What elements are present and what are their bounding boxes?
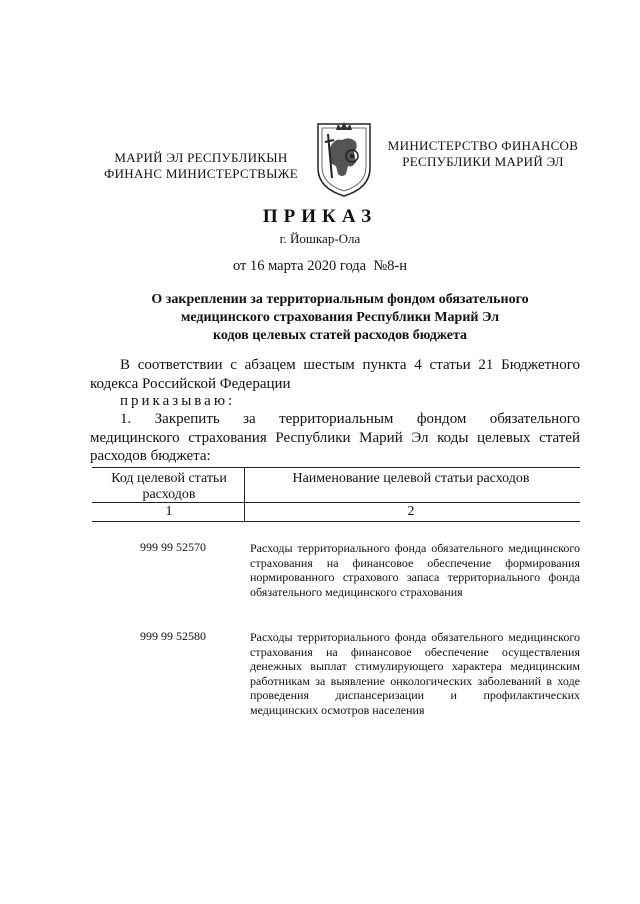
col1-number: 1 xyxy=(165,504,173,519)
ministry-name-russian-line2: РЕСПУБЛИКИ МАРИЙ ЭЛ xyxy=(402,154,564,169)
col2-number: 2 xyxy=(407,504,415,519)
row-name: Расходы территориального фонда обязательного медицинского страхования на финансовое обеспечение осуществления денежных выплат стимулирующего характера медицинским работникам за выявление онкологических заболеваний в ходе проведения диспансеризации и профилактических медицинских осмотров населения xyxy=(250,630,580,717)
row-code: 999 99 52570 xyxy=(140,540,206,554)
ministry-name-russian xyxy=(378,138,588,170)
ministry-name-russian-line1: МИНИСТЕРСТВО ФИНАНСОВ xyxy=(387,138,579,153)
col2-header: Наименование целевой статьи расходов xyxy=(292,471,530,486)
heading-line2: медицинского страхования Республики Марий Эл xyxy=(180,310,500,325)
clause-1-paragraph xyxy=(90,410,580,466)
heading-line1: О закреплении за территориальным фондом обязательного xyxy=(151,292,529,307)
document-heading xyxy=(100,291,580,345)
ministry-name-mari-line2: ФИНАНС МИНИСТЕРСТВЫЖЕ xyxy=(104,166,298,181)
row-code: 999 99 52580 xyxy=(140,629,206,643)
clause-1-line1: 1. Закрепить за территориальным фондом обязательного xyxy=(120,411,580,427)
document-title: ПРИКАЗ xyxy=(262,206,378,227)
preamble-paragraph: В соответствии с абзацем шестым пункта 4 статьи 21 Бюджетного кодекса Российской Федерации xyxy=(90,357,580,392)
ministry-name-mari xyxy=(96,150,306,182)
table-column-divider xyxy=(244,467,245,521)
ministry-name-mari-line1: МАРИЙ ЭЛ РЕСПУБЛИКЫН xyxy=(114,150,288,165)
coat-of-arms-icon xyxy=(312,118,376,200)
col1-header: Код целевой статьи расходов xyxy=(111,471,227,502)
clause-1-rest: медицинского страхования Республики Марий Эл коды целевых статей расходов бюджета: xyxy=(90,429,580,464)
table-numbers-border xyxy=(92,521,580,522)
document-city: г. Йошкар-Ола xyxy=(279,231,361,246)
table-top-border xyxy=(92,467,580,468)
order-word: приказываю: xyxy=(120,393,236,409)
row-name: Расходы территориального фонда обязательного медицинского страхования на финансовое обеспечение формирования нормированного страхового запаса территориального фонда обязательного медицинского страхования xyxy=(250,541,580,599)
document-date-number: от 16 марта 2020 года №8-н xyxy=(232,258,408,274)
heading-line3: кодов целевых статей расходов бюджета xyxy=(212,328,468,343)
